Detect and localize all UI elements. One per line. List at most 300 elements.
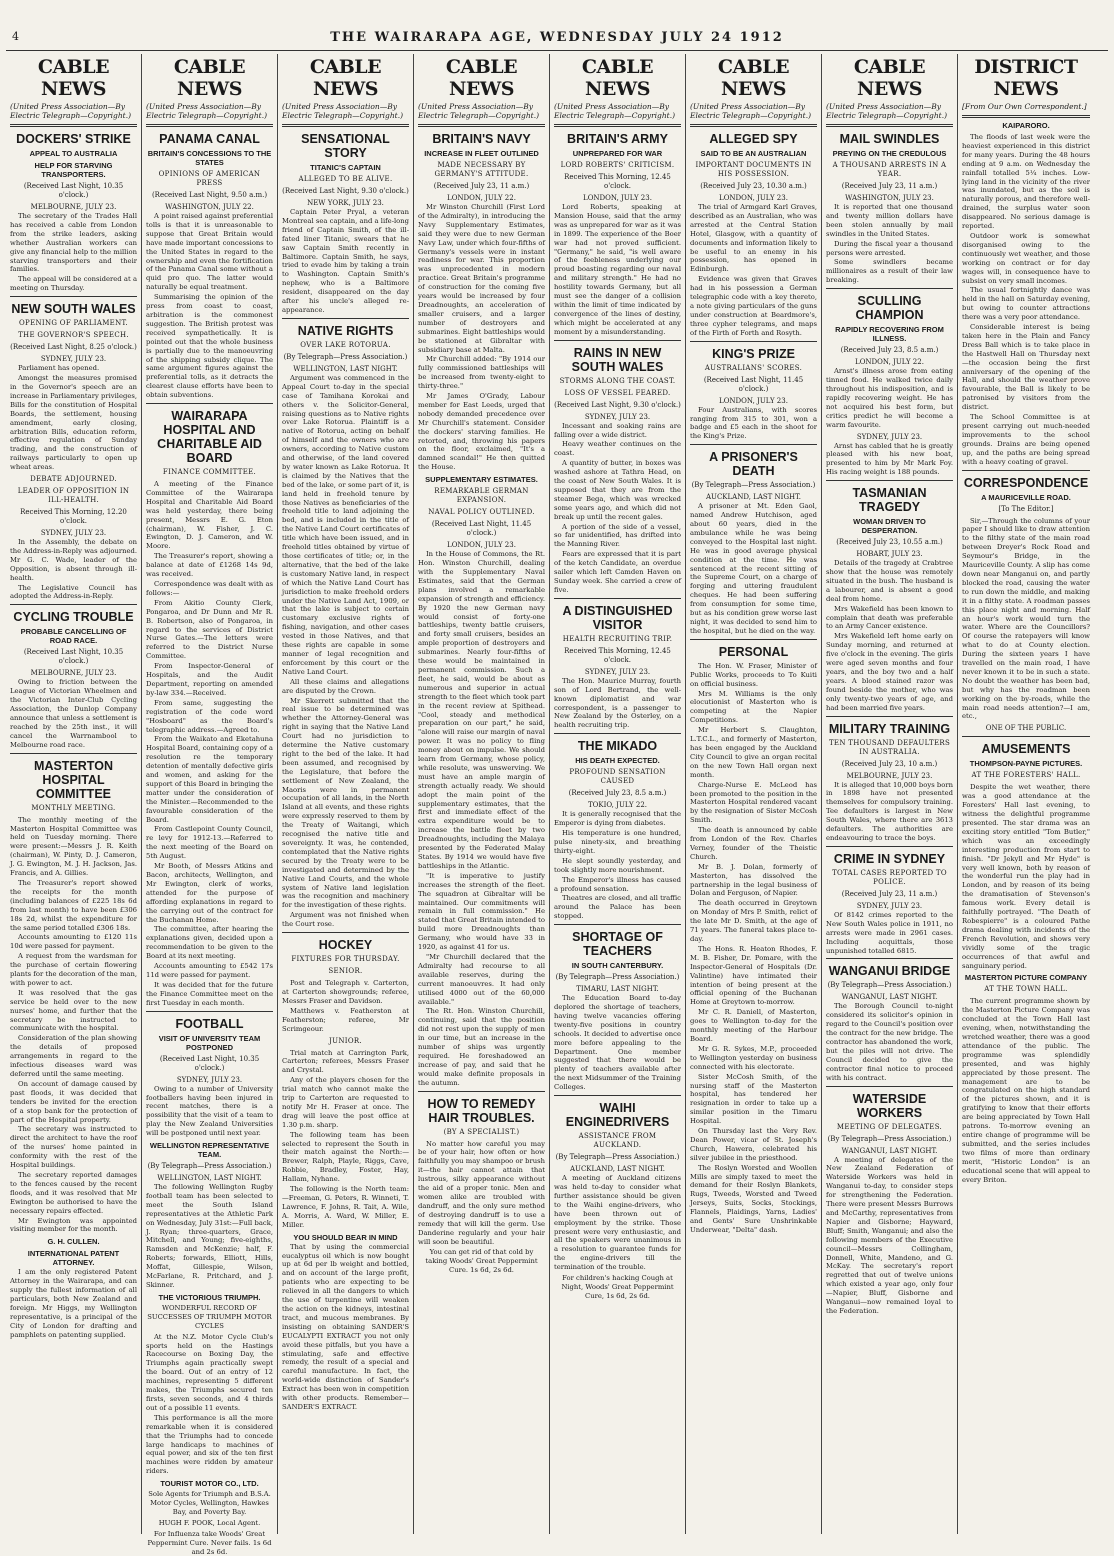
article-divider — [10, 296, 137, 297]
article-paragraph: Amongst the measures promised in the Governor's speech are an increase in Parliamentary privileges, Bills for the constitution of Hospital Boards, the settlement, housing amendment, early closing, arbitration Bills, education reform, effective regulation of Sunday trading, and the construction of railways particularly to open up wheat areas. — [10, 374, 137, 472]
article-paragraph: A meeting of the Finance Committee of the Wairarapa Hospital and Charitable Aid Board was held yesterday, there being present, Messrs E. G. Eton (chairman), W. Fisher, J. C. Ewington, D. J. Cameron, and W. Moore. — [146, 480, 273, 551]
article-paragraph: Mr Booth, of Messrs Atkins and Bacon, architects, Wellington, and Mr Ewington, clerk of works, attended for the purpose of affording explanations in regard to the carrying out of the contract for the Buchanan Home. — [146, 862, 273, 924]
article-paragraph: Theatres are closed, and all traffic around the Palace has been stopped. — [554, 894, 681, 921]
advertisement-heading: YOU SHOULD BEAR IN MIND — [293, 1232, 398, 1242]
dateline: LONDON, JULY 23. — [719, 194, 788, 202]
dateline: MELBOURNE, JULY 23. — [30, 669, 117, 678]
column-divider — [418, 124, 545, 127]
newspaper-masthead — [0, 0, 1114, 45]
article-paragraph: Incessant and soaking rains are falling over a wide district. — [554, 421, 681, 439]
article-paragraph: It is reported that one thousand and twenty million dollars have been stolen annually by mail swindles in the United States. — [826, 203, 953, 238]
article-subheadline: PROBABLE CANCELLING OF ROAD RACE. — [20, 627, 127, 646]
article-headline: A PRISONER'S DEATH — [709, 450, 798, 479]
received-line: (By Telegraph—Press Association.) — [147, 1162, 272, 1171]
article-paragraph: The following Wellington Rugby football team has been selected to meet the South Island representatives at the Athletic Park on Wednesday, July 31st:—Full back, J. Ryan; three-quarters, Grace, Mitchell, and Young; five-eighths, Ramsden and McKenzie; half, F. Roberts; forwards, Elliott, Hills, Moffat, Gillespie, Wilson, McFarlane, R. Pritchard, and J. Skinner. — [146, 1183, 273, 1289]
article-subheadline: TITANIC'S CAPTAIN — [310, 163, 381, 172]
article-paragraph: The committee, after hearing the explanations given, decided upon a recommendation to be given to the Board at its next meeting. — [146, 925, 273, 961]
article-paragraph: Any of the players chosen for the trial match who cannot make the trip to Carterton are requested to notify Mr H. Fraser at once. The drag will leave the post office at 1.30 p.m. sharp. — [282, 1076, 409, 1129]
article-headline: DOCKERS' STRIKE — [16, 132, 131, 146]
article-deck: OPENING OF PARLIAMENT. — [19, 319, 128, 328]
article-headline: TASMANIAN TRAGEDY — [852, 486, 927, 515]
article-deck: MEETING OF DELEGATES. — [836, 1122, 943, 1131]
article-paragraph: Considerable interest is being taken here in the Plain and Fancy Dress Ball which is to take place in the Hastwell Hall on Thursday next—the occasion being the first anniversary of the opening of the Hall, and should the weather prove favourable, the Ball is likely to be patronised by visitors from the district. — [962, 323, 1090, 412]
dateline: LONDON, JULY 23. — [583, 194, 652, 202]
received-line: ONE OF THE PUBLIC. — [985, 724, 1067, 733]
article-paragraph: The Borough Council to-night considered its solicitor's opinion in regard to the Council's position over the contract for the new bridge. The contractor has abandoned the work, but the piles will not drive. The Council decided to give the contractor final notice to proceed with his contract. — [826, 1002, 953, 1082]
column-credit: (United Press Association—By Electric Telegraph—Copyright.) — [10, 102, 132, 120]
article-subheadline: RAPIDLY RECOVERING FROM ILLNESS. — [835, 325, 944, 344]
article-paragraph: This performance is all the more remarkable when it is considered that the Triumphs had to concede large handicaps to machines of equal power, and six of the ten first machines were ridden by amateur riders. — [146, 1413, 273, 1476]
article-paragraph: Consideration of the plan showing the details of proposed arrangements in regard to the infectious diseases ward was deferred until the same meeting. — [10, 1034, 137, 1078]
article-paragraph: Mr Churchill added: "By 1914 our fully commissioned battleships will be increased from twenty-eight to thirty-three." — [418, 355, 545, 391]
article-subheadline: SUPPLEMENTARY ESTIMATES. — [425, 475, 538, 485]
article-paragraph: On Thursday last the Very Rev. Dean Power, vicar of St. Joseph's Church, Hawera, celebrated his silver jubilee in the priesthood. — [690, 1127, 817, 1162]
article-subheadline: THOMPSON-PAYNE PICTURES. — [969, 759, 1083, 769]
article-deck: STORMS ALONG THE COAST. — [559, 376, 676, 385]
received-line: Received This Morning, 12.45 o'clock. — [564, 646, 671, 664]
newspaper-columns — [6, 54, 1108, 1556]
column-divider — [962, 115, 1090, 118]
received-line: (Received July 23, 8.5 a.m.) — [840, 346, 939, 355]
dateline: WELLINGTON, LAST NIGHT. — [293, 364, 398, 373]
article-deck: FIXTURES FOR THURSDAY. — [291, 955, 400, 964]
article-subheadline: MASTERTON PICTURE COMPANY — [964, 973, 1088, 983]
column-divider — [146, 124, 273, 127]
article-paragraph: Despite the wet weather, there was a good attendance at the Foresters' Hall last evening, to witness the delightful programme presented. The star drama was an exciting story entitled "Tom Butler," which was an exceedingly interesting production from start to finish. "Dr Jekyll and Mr Hyde" is very well known, both by reason of the wonderful run the play had in London, and by reason of its being the dramatisation of Stevenson's famous work. Every detail is faithfully portrayed. "The Death of Robespierre" is a coloured Pathe drama dealing with incidents of the French Revolution, and shows very vividly some of the tragic occurrences of that awful and sanguinary period. — [962, 783, 1090, 970]
article-paragraph: Lord Roberts, speaking at Mansion House, said that the army was as unprepared for war as it was in 1899. The experience of the Boer war had not proved sufficient. "Germany," he said, "is well aware of the feebleness underlying our proud boasting regarding our naval and military strength." He had no hostility towards Germany, but all must see the danger of a collision within the limit of time indicated by convergence of the lines of destiny, which might be accelerated at any moment by a misunderstanding. — [554, 203, 681, 336]
received-line: (Received Last Night, 11.45 o'clock.) — [703, 375, 804, 393]
article-paragraph: A prisoner at Mt. Eden Gaol, named Andrew Hutchison, aged about 60 years, died in the ambulance while he was being conveyed to the Hospital last night. He was in good average physical condition at the time. He was sentenced at the recent sitting of the Supreme Court, on a charge of forging and uttering fraudulent cheques. He had been suffering from consumption for some time, but as his condition grew worse last night, it was decided to send him to the hospital, but he died on the way. — [690, 502, 817, 635]
article-deck: HEALTH RECRUITING TRIP. — [562, 634, 673, 643]
column-credit: (United Press Association—By Electric Telegraph—Copyright.) — [690, 102, 812, 120]
column-1 — [6, 54, 142, 1534]
article-headline: RAINS IN NEW SOUTH WALES — [571, 345, 664, 374]
article-paragraph: Matthews v. Featherston at Featherston; referee, Mr Scrimgeour. — [282, 1006, 409, 1033]
article-paragraph: Mrs Wakefield left home early on Sunday morning, and returned at five o'clock in the evening. The girls were aged seven months and four years, and the boy two and a half years. A blood stained razor was found beside the mother, who was only twenty-two years of age, and had been married five years. — [826, 632, 953, 712]
article-paragraph: From Akitio County Clerk, Pongaroa, and Dr Dunn and Mr R. B. Robertson, also of Pongaroa, in regard to the services of District Nurse Gates.—The letters were referred to the District Nurse Committee. — [146, 598, 273, 661]
article-paragraph: It is generally recognised that the Emperor is dying from diabetes. — [554, 810, 681, 828]
received-line: [To The Editor.] — [998, 504, 1054, 513]
advertisement-text: For Influenza take Woods' Great Peppermint Cure. Never fails. 1s 6d and 2s 6d. — [147, 1529, 272, 1556]
advertisement-heading: THE VICTORIOUS TRIUMPH. — [158, 1292, 261, 1302]
advertisement-text: You can get rid of that cold by taking Woods' Great Peppermint Cure. 1s 6d, 2s 6d. — [425, 1248, 538, 1275]
column-7 — [822, 54, 958, 1534]
article-deck: LEADER OF OPPOSITION IN ILL-HEALTH. — [17, 487, 130, 505]
dateline: MELBOURNE, JULY 23. — [30, 203, 117, 211]
article-paragraph: Arnst has cabled that he is greatly pleased with his new boat, presented to him by Mr Mark Foy. His racing weight is 188 pounds. — [826, 441, 953, 477]
dateline: SYDNEY, JULY 23. — [856, 901, 923, 910]
article-paragraph: A portion of the side of a vessel, so far unidentified, has drifted into the Manning River. — [554, 522, 681, 549]
article-headline: SCULLING CHAMPION — [855, 294, 924, 323]
column-credit: (United Press Association—By Electric Telegraph—Copyright.) — [826, 102, 948, 120]
column-2 — [142, 54, 278, 1556]
dateline: SYDNEY, JULY 23. — [584, 412, 651, 421]
column-8 — [958, 54, 1094, 1534]
article-paragraph: Argument was commenced in the Appeal Court to-day in the special case of Tamihana Korokai and others v. the Solicitor-General, raising questions as to Native rights over Lake Rotorua. Plaintiff is a native of Rotorua, acting on behalf of himself and the owners who are owners, according to Native custom and otherwise, of the land covered by water known as Lake Rotorua. It is claimed by the Natives that the bed of the lake, or some part of it, is land held in freehold tenure by those Natives as beneficiaries of the freehold title to land adjoining the bed, and is included in the title of the Native Land Court certificates of title which have been issued, and in freehold titles obtained by virtue of those certificates of title; or, in the alternative, that the bed of the lake is customary Native land, in respect of which the Native Land Court has jurisdiction to make freehold orders under the Native Land Act, 1909, or that the lake is subject to certain customary exclusive rights of fishing, navigation, and other cases vested in those Natives, and that these rights are capable in some manner of legal recognition and enforcement by this court or the Native Land Court. — [282, 373, 409, 676]
column-heading: CABLE NEWS — [581, 56, 654, 100]
article-paragraph: The Rt. Hon. Winston Churchill, continuing, said that the position did not rest upon the supply of men in our time, but an increase in the number of ships was urgently required. He foreshadowed an increase of pay, and said that he would make definite proposals in the autumn. — [418, 1007, 545, 1087]
article-divider — [962, 470, 1090, 471]
article-divider — [690, 444, 817, 445]
column-divider — [690, 124, 817, 127]
article-paragraph: The Hon. W. Fraser, Minister of Public Works, proceeds to To Kuiti on official business. — [690, 661, 817, 688]
article-paragraph: Trial match at Carrington Park, Carterton; referees, Messrs Fraser and Crystal. — [282, 1048, 409, 1075]
dateline: AUCKLAND, LAST NIGHT. — [569, 1165, 666, 1174]
article-deck: (BY A SPECIALIST.) — [443, 1127, 520, 1136]
received-line: (Received Last Night, 10.35 o'clock.) — [23, 182, 124, 199]
dateline: SYDNEY, JULY 23. — [584, 667, 651, 676]
article-deck: PROFOUND SENSATION CAUSED — [569, 768, 666, 786]
article-subheadline: A MAURICEVILLE ROAD. — [981, 492, 1071, 502]
received-line: (Received July 23, 10.30 a.m.) — [700, 182, 807, 190]
article-headline: MASTERTON HOSPITAL COMMITTEE — [34, 758, 113, 801]
article-headline: HOW TO REMEDY HAIR TROUBLES. — [427, 1096, 536, 1125]
column-heading: CABLE NEWS — [717, 56, 790, 100]
article-paragraph: Of 8142 crimes reported to the New South Wales police in 1911, no arrests were made in 2961 cases. Including acquittals, those unpunished totalled 6815. — [826, 910, 953, 955]
article-paragraph: The current programme shown by the Masterton Picture Company was concluded at the Town Hall last evening, when, notwithstanding the wretched weather, there was a good attendance of the public. The programme was splendidly presented, and was highly appreciated by those present. The management are to be congratulated on the high standard of the pictures shown, and it is gratifying to know that their efforts are being appreciated by Town Hall patrons. To-morrow evening an entire change of programme will be submitted, and the series includes two films of more than ordinary merit, "Historic London" is an educational scene that will appeal to every Briton. — [962, 997, 1090, 1184]
article-divider — [418, 1091, 545, 1092]
article-paragraph: Mr G. R. Sykes, M.P., proceeded to Wellington yesterday on business connected with his electorate. — [690, 1044, 817, 1071]
column-divider — [554, 124, 681, 127]
article-paragraph: It was resolved that the gas service be held over to the new nurses' home, and further that the secretary be instructed to communicate with the hospital. — [10, 988, 137, 1033]
article-subheadline: INCREASE IN FLEET OUTLINED — [424, 149, 539, 158]
article-paragraph: Captain Peter Pryal, a veteran Montreal sea captain, and a life-long friend of Captain Smith, of the ill-fated liner Titanic, swears that he saw Captain Smith recently in Baltimore. Captain Smith, he says, tried to evade him by taking a train to Washington. Captain Smith's nephew, who is a Baltimore resident, disappeared on the day after his uncle's alleged re-appearance. — [282, 208, 409, 314]
column-3 — [278, 54, 414, 1534]
received-line: (By Telegraph—Press Association.) — [555, 1153, 680, 1162]
article-paragraph: Four Australians, with scores ranging from 315 to 301, won a badge and £5 each in the shoot for the King's Prize. — [690, 405, 817, 441]
article-deck: OVER LAKE ROTORUA. — [300, 340, 391, 349]
article-paragraph: A quantity of butter, in boxes was washed ashore at Tathra Head, on the coast of New South Wales. It is supposed that they are from the steamer Bega, which was wrecked some years ago, and which did not break up until the recent gales. — [554, 459, 681, 521]
article-paragraph: From Castlepoint County Council, re levy for 1912-13.—Referred to the next meeting of the Board on 5th August. — [146, 825, 273, 861]
article-headline: SENSATIONAL STORY — [301, 132, 390, 160]
dateline: LONDON, JULY 22. — [855, 358, 924, 367]
article-paragraph: Heavy weather continues on the coast. — [554, 440, 681, 458]
article-headline: HOCKEY — [318, 938, 373, 953]
received-line: (Received July 23, 11 a.m.) — [841, 889, 938, 898]
dateline: TIMARU, LAST NIGHT. — [576, 985, 659, 994]
dateline: WELLINGTON, LAST NIGHT. — [157, 1174, 262, 1183]
article-headline: THE MIKADO — [577, 739, 658, 754]
article-paragraph: Mr B. J. Dolan, formerly of Masterton, has dissolved the partnership in the legal business of Dolan and Ferguson, of Napier. — [690, 862, 817, 898]
received-line: (Received July 23, 11 a.m.) — [841, 182, 938, 190]
article-paragraph: All these claims and allegations are disputed by the Crown. — [282, 677, 409, 695]
article-paragraph: Parliament has opened. — [18, 364, 100, 373]
article-headline: BRITAIN'S ARMY — [567, 132, 668, 146]
article-paragraph: The secretary reported damages to the fences caused by the recent floods, and it was resolved that Mr Ewington be authorised to have the necessary repairs effected. — [10, 1170, 137, 1215]
article-divider — [826, 958, 953, 959]
article-divider — [554, 1095, 681, 1096]
article-paragraph: A point raised against preferential tolls is that it is unreasonable to suppose that Great Britain would have made important concessions to the United States in regard to the ownership and even the fortification of the Panama Canal some without a quid pro quo. The latter would naturally be equal treatment. — [146, 212, 273, 292]
article-paragraph: The trial of Armgard Karl Graves, described as an Australian, who was arrested at the Central Station Hotel, Glasgow, with a quantity of documents and information likely to be useful to an enemy in his possession, has opened in Edinburgh. — [690, 203, 817, 274]
article-headline: PANAMA CANAL — [159, 132, 260, 146]
column-heading: CABLE NEWS — [445, 56, 518, 100]
article-paragraph: In the House of Commons, the Rt. Hon. Winston Churchill, dealing with the Supplementary Naval Estimates, said that the German plans involved a remarkable expansion of strength and efficiency. By 1920 the new German navy would consist of forty-one battleships, twenty battle cruisers, and forty small cruisers, besides an ample proportion of destroyers and submarines. Nearly four-fifths of these would be maintained in permanent commission. Such a fleet, he said, would be about as numerous and superior in actual strength to the fleet which took part in the recent review at Spithead. "Cool, steady and methodical preparation on our part," he said, "alone will raise our margin of naval power. It was no policy to fling money about on impulse. We should learn from Germany, whose policy, while resolute, was unswerving. We must have an ample margin of strength actually ready. We should adopt the main point of the supplementary estimates, that the first and immediate effect of the extra expenditure would be to increase the battle fleet by two Dreadnoughts, including the Malaya presented by the Federated Malay States. By 1914 we would have five battleships in the Atlantic. — [418, 550, 545, 870]
article-paragraph: Evidence was given that Graves had in his possession a German telegraphic code with a key thereto, a note giving particulars of the guns under construction at Beardmore's, three cypher telegrams, and maps of the Firth of Forth and Rosyth. — [690, 275, 817, 337]
advertisement-text: HUGH F. POOK, Local Agent. — [158, 1518, 261, 1527]
column-credit: [From Our Own Correspondent.] — [962, 102, 1087, 111]
article-subheadline: APPEAL TO AUSTRALIA — [29, 149, 118, 158]
article-paragraph: Mr Winston Churchill (First Lord of the Admiralty), in introducing the Navy Supplementary Estimates, said they were due to new German Navy Law, under which four-fifths of Germany's vessels were in instant readiness for war. This proportion was unprecedented in modern practice. Great Britain's programme of construction for the coming five years would be increased by four Dreadnoughts, an acceleration of smaller cruisers, and a larger number of destroyers and submarines. Eight battleships would be stationed at Gibraltar with subsidiary base at Malta. — [418, 203, 545, 354]
dateline: NEW YORK, JULY 23. — [307, 199, 384, 207]
article-divider — [282, 932, 409, 933]
article-deck: NAVAL POLICY OUTLINED. — [428, 508, 535, 517]
article-subheadline: WOMAN DRIVEN TO DESPERATION. — [853, 517, 926, 536]
article-paragraph: The Legislative Council has adopted the Address-in-Reply. — [10, 583, 137, 601]
article-paragraph: It was decided that for the future the Finance Committee meet on the first Tuesday in each month. — [146, 980, 273, 1007]
article-paragraph: From Inspector-General of Hospitals, and the Audit Department, reporting on amended by-law 334.—Received. — [146, 662, 273, 697]
dateline: TOKIO, JULY 22. — [587, 801, 648, 810]
column-heading: CABLE NEWS — [173, 56, 246, 100]
article-deck: DEBATE ADJOURNED. — [30, 475, 117, 484]
article-subheadline: UNPREPARED FOR WAR — [572, 149, 663, 158]
article-paragraph: The secretary was instructed to direct the architect to have the roof of the nurses' home painted in conformity with the rest of the Hospital buildings. — [10, 1125, 137, 1170]
column-heading: DISTRICT NEWS — [974, 56, 1078, 100]
article-paragraph: No matter how careful you may be of your hair, how often or how faithfully you may shampoo or brush it—the hair cannot attain that lustrous, silky appearance without the aid of a proper tonic. Men and women alike are troubled with dandruff, and the only sure method of destroying dandruff is to use a remedy that will kill the germ. Use Danderine regularly and your hair will soon be beautiful. — [418, 1139, 545, 1246]
article-divider — [690, 639, 817, 640]
article-paragraph: It is alleged that 10,000 boys born in 1898 have not presented themselves for compulsory training. Tee defaulters is largest in New South Wales, where there are 3613 defaulters. The authorities are endeavouring to trace the boys. — [826, 780, 953, 842]
article-deck: MONTHLY MEETING. — [31, 803, 116, 812]
column-credit: (United Press Association—By Electric Telegraph—Copyright.) — [282, 102, 404, 120]
article-subheadline: SAID TO BE AN AUSTRALIAN — [700, 149, 807, 158]
dateline: WASHINGTON, JULY 23. — [845, 194, 934, 202]
article-headline: AMUSEMENTS — [981, 742, 1071, 757]
article-deck: SENIOR. — [328, 967, 363, 976]
article-paragraph: Fears are expressed that it is part of the ketch Candidate, an overdue sailer which left Camden Haven on Sunday week. She carried a crew of five. — [554, 550, 681, 594]
dateline: MELBOURNE, JULY 23. — [846, 771, 933, 780]
received-line: Received This Morning, 12.20 o'clock. — [20, 508, 127, 526]
page-number: 4 — [12, 30, 19, 43]
advertisement-text: For children's hacking Cough at Night, Woods' Great Peppermint Cure, 1s 6d, 2s 6d. — [561, 1274, 674, 1300]
received-line: (By Telegraph—Press Association.) — [827, 981, 952, 990]
article-divider — [554, 340, 681, 341]
dateline: WASHINGTON, JULY 22. — [165, 203, 254, 211]
article-deck: AT THE TOWN HALL. — [984, 985, 1068, 994]
article-paragraph: The Education Board to-day deplored the shortage of teachers, having twelve vacancies offering twenty-five positions in country schools. It decided to advertise once more before appealing to the Department. One member suggested that there would be plenty of teachers available after the next Midsummer of the Training Colleges. — [554, 994, 681, 1092]
article-deck: LORD ROBERTS' CRITICISM. — [560, 161, 675, 169]
article-paragraph: He slept soundly yesterday, and took slightly more nourishment. — [554, 856, 681, 874]
article-paragraph: The School Committee is at present carrying out much-needed improvements to the school grounds. Drains are being opened up, and the paths are being spread with a heavy coating of gravel. — [962, 413, 1090, 466]
article-paragraph: Mrs M. Williams is the only elocutionist of Masterton who is competing at the Napier Competitions. — [690, 689, 817, 725]
received-line: (By Telegraph—Press Association.) — [691, 481, 816, 490]
article-paragraph: Sister McCosh Smith, of the nursing staff of the Masterton hospital, has tendered her resignation in order to take up a similar position in the Timaru Hospital. — [690, 1072, 817, 1126]
article-paragraph: The secretary of the Trades Hall has received a cable from London from the strike leaders, asking whether Australian workers can give any financial help to the million starving transporters and their families. — [10, 212, 137, 274]
dateline: LONDON, JULY 22. — [447, 194, 516, 202]
article-headline: CRIME IN SYDNEY — [833, 851, 946, 866]
article-headline: NEW SOUTH WALES — [11, 302, 136, 317]
article-paragraph: Correspondence was dealt with as follows:— — [146, 580, 273, 597]
article-subheadline: PREYING ON THE CREDULOUS — [832, 149, 947, 158]
column-divider — [10, 124, 137, 127]
article-paragraph: Owing to friction between the League of Victorian Wheelmen and the Victorian Inter-Club Cycling Association, the Dunlop Company announce that unless a settlement is reached by the 25th inst., it will cancel the Warrnambool to Melbourne road race. — [10, 678, 137, 749]
article-paragraph: Charge-Nurse E. McLeod has been promoted to the position in the Masterton Hospital rendered vacant by the resignation of Sister McCosh Smith. — [690, 780, 817, 825]
received-line: (Received Last Night, 10.35 o'clock.) — [23, 648, 124, 666]
article-paragraph: The appeal will be considered at a meeting on Thursday. — [10, 275, 137, 293]
article-deck: LOSS OF VESSEL FEARED. — [564, 388, 671, 397]
article-divider — [826, 1086, 953, 1087]
received-line: (By Telegraph—Press Association.) — [555, 973, 680, 982]
article-subheadline: HELP FOR STARVING TRANSPORTERS. — [34, 161, 113, 179]
article-headline: WAIRARAPA HOSPITAL AND CHARITABLE AID BOARD — [157, 409, 262, 466]
dateline: WANGANUI, LAST NIGHT. — [841, 1146, 938, 1155]
received-line: Received This Morning, 12.45 o'clock. — [564, 173, 671, 190]
article-paragraph: Owing to a number of University footballers having been injured in recent matches, there is a possibility that the visit of a team to play the New Zealand Universities will be postponed until next year. — [146, 1084, 273, 1138]
article-subheadline: WELLINGTON REPRESENTATIVE TEAM. — [149, 1141, 270, 1160]
article-paragraph: The floods of last week were the heaviest experienced in this district for many years. During the 48 hours ending at 9 a.m. on Wednesday the rainfall totalled 5¼ inches. Low-lying land in the vicinity of the river was inundated, but as the soil is naturally porous, and therefore well-drained, the surplus water soon disappeared. No serious damage is reported. — [962, 133, 1090, 231]
article-paragraph: Argument was not finished when the Court rose. — [282, 911, 409, 929]
article-paragraph: The usual fortnightly dance was held in the hall on Saturday evening, but owing to counter attractions there was a very poor attendance. — [962, 286, 1090, 322]
article-paragraph: Outdoor work is somewhat disorganised owing to the continuously wet weather, and those working on contract or for day wages will, in consequence have to subsist on very small incomes. — [962, 231, 1090, 285]
column-5 — [550, 54, 686, 1534]
article-deck: TEN THOUSAND DEFAULTERS IN AUSTRALIA. — [828, 738, 951, 756]
article-divider — [146, 1011, 273, 1012]
article-paragraph: A meeting of delegates of the New Zealand Federation of Waterside Workers was held in Wanganui to-day, to consider steps for strengthening the Federation. There were present Messrs Burrows and McCarthy, representatives from Napier and Gisborne; Hayward, Bluff; Smith, Wanganui; and also the following members of the Executive council—Messrs Collingham, Donnell, White, Mandeno, and G. McKay. The secretary's report regretted that out of twelve unions which existed a year ago, only four—Napier, Bluff, Gisborne and Wanganui—now remained loyal to the Federation. — [826, 1155, 953, 1315]
article-divider — [554, 598, 681, 599]
received-line: (Received Last Night, 11.45 o'clock.) — [431, 520, 532, 538]
article-subheadline: VISIT OF UNIVERSITY TEAM POSTPONED — [158, 1033, 261, 1052]
article-paragraph: The death occurred in Greytown on Monday of Mrs P. Smith, relict of the late Mr D. Smith, at the age of 71 years. The funeral takes place to-day. — [690, 899, 817, 943]
dateline: SYDNEY, JULY 23. — [856, 432, 923, 441]
article-divider — [826, 716, 953, 717]
article-paragraph: In the Assembly, the debate on the Address-in-Reply was adjourned. Mr G. C. Wade, leader of the Opposition, is absent through ill-health. — [10, 538, 137, 582]
article-deck: IMPORTANT DOCUMENTS IN HIS POSSESSION. — [695, 161, 812, 178]
article-paragraph: The following team has been selected to represent the South in their match against the North:—Brewer, Ralph, Playle, Riggs, Cave, Robbie, Bradley, Foster, Hay, Hallam, Nyhane. — [282, 1130, 409, 1184]
received-line: (Received Last Night, 10.35 o'clock.) — [159, 1054, 260, 1072]
article-headline: BRITAIN'S NAVY — [432, 132, 531, 146]
received-line: (Received July 23, 11 a.m.) — [433, 182, 530, 190]
advertisement-heading: G. H. CULLEN. — [47, 1237, 100, 1247]
article-paragraph: The death is announced by cable from London of the Rev. Charles Verney, founder of the Theistic Church. — [690, 826, 817, 861]
article-paragraph: The Hons. R. Heaton Rhodes, F. M. B. Fisher, Dr. Pomare, with the Inspector-General of Hospitals (Dr. Valintine) have intimated their intention of being present at the official opening of the Buchanan Home at Greytown to-morrow. — [690, 944, 817, 1007]
article-deck: FINANCE COMMITTEE. — [162, 468, 257, 477]
article-paragraph: Mr C. R. Daniell, of Masterton, goes to Wellington to-day for the monthly meeting of the Harbour Board. — [690, 1008, 817, 1043]
article-paragraph: Mrs Wakefield has been known to complain that death was preferable to an Army Cancer existence. — [826, 604, 953, 631]
article-headline: ALLEGED SPY — [709, 132, 798, 146]
article-headline: SHORTAGE OF TEACHERS — [572, 930, 663, 959]
received-line: (Received Last Night, 9.30 o'clock.) — [554, 400, 681, 409]
article-paragraph: Post and Telegraph v. Carterton, at Carterton showgrounds; referee, Messrs Fraser and Davidson. — [282, 979, 409, 1005]
article-divider — [690, 341, 817, 342]
column-credit: (United Press Association—By Electric Telegraph—Copyright.) — [418, 102, 540, 120]
received-line: (Received Last Night, 9.30 o'clock.) — [282, 187, 409, 195]
article-paragraph: During the fiscal year a thousand persons were arrested. — [826, 239, 953, 257]
article-paragraph: The Treasurer's report, showing a balance at date of £1268 14s 9d, was received. — [146, 552, 273, 579]
dateline: AUCKLAND, LAST NIGHT. — [705, 493, 802, 502]
article-paragraph: At the N.Z. Motor Cycle Club's sports held on the Hastings Racecourse on Boxing Day, the Triumphs again practically swept the board. Out of an entry of 12 machines, representing 5 different makes, the Triumphs secured ten firsts, seven seconds, and 4 thirds out of a possible 11 events. — [146, 1332, 273, 1412]
article-paragraph: Mr James O'Grady, Labour member for East Leeds, urged that nobody demanded precedence over Mr Churchill's statement. Consider the dockers' starving families. He retorted, and, throwing his papers on the floor, exclaimed, "It's a damned scandal!" He then quitted the House. — [418, 392, 545, 472]
article-paragraph: Accounts amounting to £542 17s 11d were passed for payment. — [146, 962, 273, 979]
article-paragraph: Mr Herbert S. Claughton, L.T.C.L., and formerly of Masterton, has been engaged by the Auckland City Council to give an organ recital on the new Town Hall organ next month. — [690, 726, 817, 779]
article-paragraph: Details of the tragedy at Crabtree show that the house was remotely situated in the bush. The husband is a labourer, and is absent a good deal from home. — [826, 559, 953, 603]
article-divider — [554, 924, 681, 925]
article-paragraph: The Hon. Maurice Murray, fourth son of Lord Bertrand, the well-known diplomatist and war correspondent, is a passenger to New Zealand by the Osterley, on a health recruiting trip. — [554, 676, 681, 730]
masthead-text: THE WAIRARAPA AGE, WEDNESDAY JULY 24 1912 — [330, 30, 784, 45]
article-headline: PERSONAL — [718, 644, 789, 659]
received-line: (Received July 23, 10 a.m.) — [841, 759, 938, 768]
article-deck: MADE NECESSARY BY GERMANY'S ATTITUDE. — [434, 161, 529, 178]
article-subheadline: HIS DEATH EXPECTED. — [575, 756, 660, 766]
article-headline: WATERSIDE WORKERS — [852, 1091, 927, 1120]
column-divider — [826, 124, 953, 127]
dateline: LONDON, JULY 23. — [719, 396, 788, 405]
article-subheadline: IN SOUTH CANTERBURY. — [571, 961, 664, 971]
article-headline: NATIVE RIGHTS — [297, 323, 394, 338]
received-line: (By Telegraph—Press Association.) — [827, 1134, 952, 1143]
article-paragraph: The following is the North team:—Freeman, G. Peters, R. Winneti, T. Lawrence, F. Johns, R. Tait, A. Wile, A. Morris, A. Ward, W. Miller, E. Miller. — [282, 1185, 409, 1229]
article-paragraph: "Mr Churchill declared that the Admiralty had recourse to all available reserves, during the current manoeuvres. It had only utilised 4000 out of the 60,000 available." — [418, 952, 545, 1006]
article-deck: A THOUSAND ARRESTS IN A YEAR. — [832, 161, 947, 178]
article-headline: MAIL SWINDLES — [839, 132, 940, 146]
masthead-rule — [6, 50, 1108, 51]
article-deck: TOTAL CASES REPORTED TO POLICE. — [832, 868, 947, 886]
article-deck: ASSISTANCE FROM AUCKLAND. — [578, 1132, 657, 1150]
article-paragraph: Mr Ewington was appointed visiting member for the month. — [10, 1216, 137, 1234]
article-divider — [826, 846, 953, 847]
article-paragraph: Some swindlers became millionaires as a result of their law breaking. — [826, 258, 953, 285]
advertisement-text: WONDERFUL RECORD OF SUCCESSES OF TRIUMPH MOTOR CYCLES — [147, 1303, 272, 1330]
article-paragraph: I am the only registered Patent Attorney in the Wairarapa, and can supply the fullest information of all particulars, both New Zealand and foreign. Mr Higgs, my Wellington representative, is a principal of the City of London for drafting and pamphlets on patenting supplied. — [10, 1268, 137, 1339]
article-divider — [962, 736, 1090, 737]
column-6 — [686, 54, 822, 1534]
article-paragraph: A meeting of Auckland citizens was held to-day to consider what further assistance should be given to the Waihi engine-drivers, who have been thrown out of employment by the strike. Those present were very enthusiastic, and all the speakers were unanimous in a resolution to guarantee funds for the engine-drivers till the termination of the trouble. — [554, 1174, 681, 1272]
article-headline: KING'S PRIZE — [712, 346, 795, 361]
article-headline: WANGANUI BRIDGE — [828, 964, 951, 979]
article-headline: FOOTBALL — [175, 1016, 244, 1031]
article-divider — [826, 288, 953, 289]
column-heading: CABLE NEWS — [309, 56, 382, 100]
article-paragraph: His temperature is one hundred, pulse ninety-six, and breathing thirty-eight. — [554, 829, 681, 855]
column-credit: (United Press Association—By Electric Telegraph—Copyright.) — [554, 102, 676, 120]
article-subheadline: BRITAIN'S CONCESSIONS TO THE STATES — [147, 149, 272, 167]
column-credit: (United Press Association—By Electric Telegraph—Copyright.) — [146, 102, 268, 120]
article-deck: JUNIOR. — [329, 1036, 362, 1045]
article-headline: A DISTINGUISHED VISITOR — [562, 603, 673, 632]
article-paragraph: "It is imperative to justify increases the strength of the fleet. The squadron at Gibraltar will be maintained. Our commitments will remain in full commission." He stated that Great Britain intended to build more Dreadnoughts than Germany, who would have 33 in 1920, as against 41 for us. — [418, 871, 545, 952]
article-deck: THE GOVERNOR'S SPEECH. — [18, 331, 129, 340]
article-deck: AT THE FORESTERS' HALL. — [971, 771, 1081, 780]
article-paragraph: A request from the wardsman for the purchase of certain flowering plants for the decoration of the man, with power to act. — [10, 952, 137, 987]
article-paragraph: Arnst's illness arose from eating tinned food. He walked twice daily throughout his indisposition, and is rapidly recovering weight. He has not acquired his best form, but critics predict he will become a warm favourite. — [826, 367, 953, 429]
article-paragraph: Mr Skerrett submitted that the real issue to be determined was whether the Attorney-General was right in saying that the Native Land Court had no jurisdiction to determine the Native customary right to the bed of the lake. It had been assumed, and recognised by the Legislature, that before the settlement of New Zealand, the Maoris were in permanent occupation of all lands, in the North Island at all events, and these rights were expressly reserved to them by the Treaty of Waitangi, which recognised the native title and sovereignty. It was, he contended, contemplated that the Native rights secured by the Treaty were to be investigated and determined by the Native Land Courts, and the whole system of Native land legislation was the recognition and machinery for the investigation of these rights. — [282, 696, 409, 910]
dateline: SYDNEY, JULY 23. — [40, 529, 107, 538]
article-paragraph: Summarising the opinion of the press from coast to coast, arbitration is the commonest suggestion. The British protest was received sympathetically. It is pointed out that the whole business is partially due to the manoeuvring of the shipping subsidy clique. The same argument figures against the preferential tolls, as it detracts the clearest clause efforts have been to obtain subventions. — [146, 293, 273, 400]
column-divider — [282, 124, 409, 127]
advertisement-heading: INTERNATIONAL PATENT ATTORNEY. — [27, 1249, 120, 1268]
article-headline: CORRESPONDENCE — [963, 475, 1089, 490]
article-deck: AUSTRALIANS' SCORES. — [704, 363, 803, 372]
article-paragraph: That by using the commercial eucalyptus oil which is now bought up at 6d per lb weight and bottled, and on account of the large profit, patients who are expecting to be relieved in all the dangers to which the use of turpentine will weaken the action on the kidneys, intestinal tract, and mucous membranes. By insisting on obtaining SANDER'S EUCALYPTI EXTRACT you not only avoid these pitfalls, but you have a stimulating, safe and effective remedy, the result of a special and careful manufacture. In fact, the world-wide distinction of Sander's Extract has been won in competition with other products. Remember—SANDER'S EXTRACT. — [282, 1242, 409, 1411]
article-deck: OPINIONS OF AMERICAN PRESS — [158, 170, 261, 187]
column-heading: CABLE NEWS — [853, 56, 926, 100]
article-subheadline: KAIPARORO. — [1002, 121, 1050, 130]
dateline: LONDON, JULY 23. — [447, 541, 516, 550]
received-line: (Received Last Night, 8.25 o'clock.) — [10, 343, 137, 352]
dateline: SYDNEY, JULY 23. — [40, 355, 107, 364]
article-paragraph: The Treasurer's report showed the receipts for the month (including balances of £225 18s 6d from last month) to have been £306 18s 2d, whilst the expenditure for the same period totalled £306 18s. — [10, 878, 137, 932]
dateline: SYDNEY, JULY 23. — [176, 1075, 243, 1084]
article-paragraph: Accounts amounting to £120 11s 10d were passed for payment. — [10, 933, 137, 951]
article-paragraph: The monthly meeting of the Masterton Hospital Committee was held on Tuesday morning. There were present:—Messrs J. R. Keith (chairman), W. Pinty, D. J. Cameron, J. G. Ewington, M. J. H. Jackson, Jas. Francis, and A. Gillies. — [10, 815, 137, 878]
article-paragraph: The Roslyn Worsted and Woollen Mills are simply taxed to meet the demand for their Roslyn Blankets, Rugs, Tweeds, Worsted and Tweed Jerseys, Suits, Socks, Stockings, Flannels, Plaidings, Yarns, Ladies' and Gents' Sure Unshrinkable Underwear, "Delta" dash. — [690, 1163, 817, 1234]
dateline: HOBART, JULY 23. — [856, 550, 923, 559]
received-line: (Received Last Night, 9.50 a.m.) — [151, 191, 268, 199]
article-paragraph: The Emperor's illness has caused a profound sensation. — [554, 875, 681, 893]
article-deck: ALLEGED TO BE ALIVE. — [298, 175, 393, 183]
article-headline: MILITARY TRAINING — [828, 721, 951, 736]
article-headline: WAIHI ENGINEDRIVERS — [565, 1101, 670, 1130]
article-paragraph: From same, suggesting the registration of the code word "Hosboard" as the Board's telegraphic address.—Agreed to. — [146, 698, 273, 734]
article-divider — [146, 403, 273, 404]
article-divider — [10, 753, 137, 754]
